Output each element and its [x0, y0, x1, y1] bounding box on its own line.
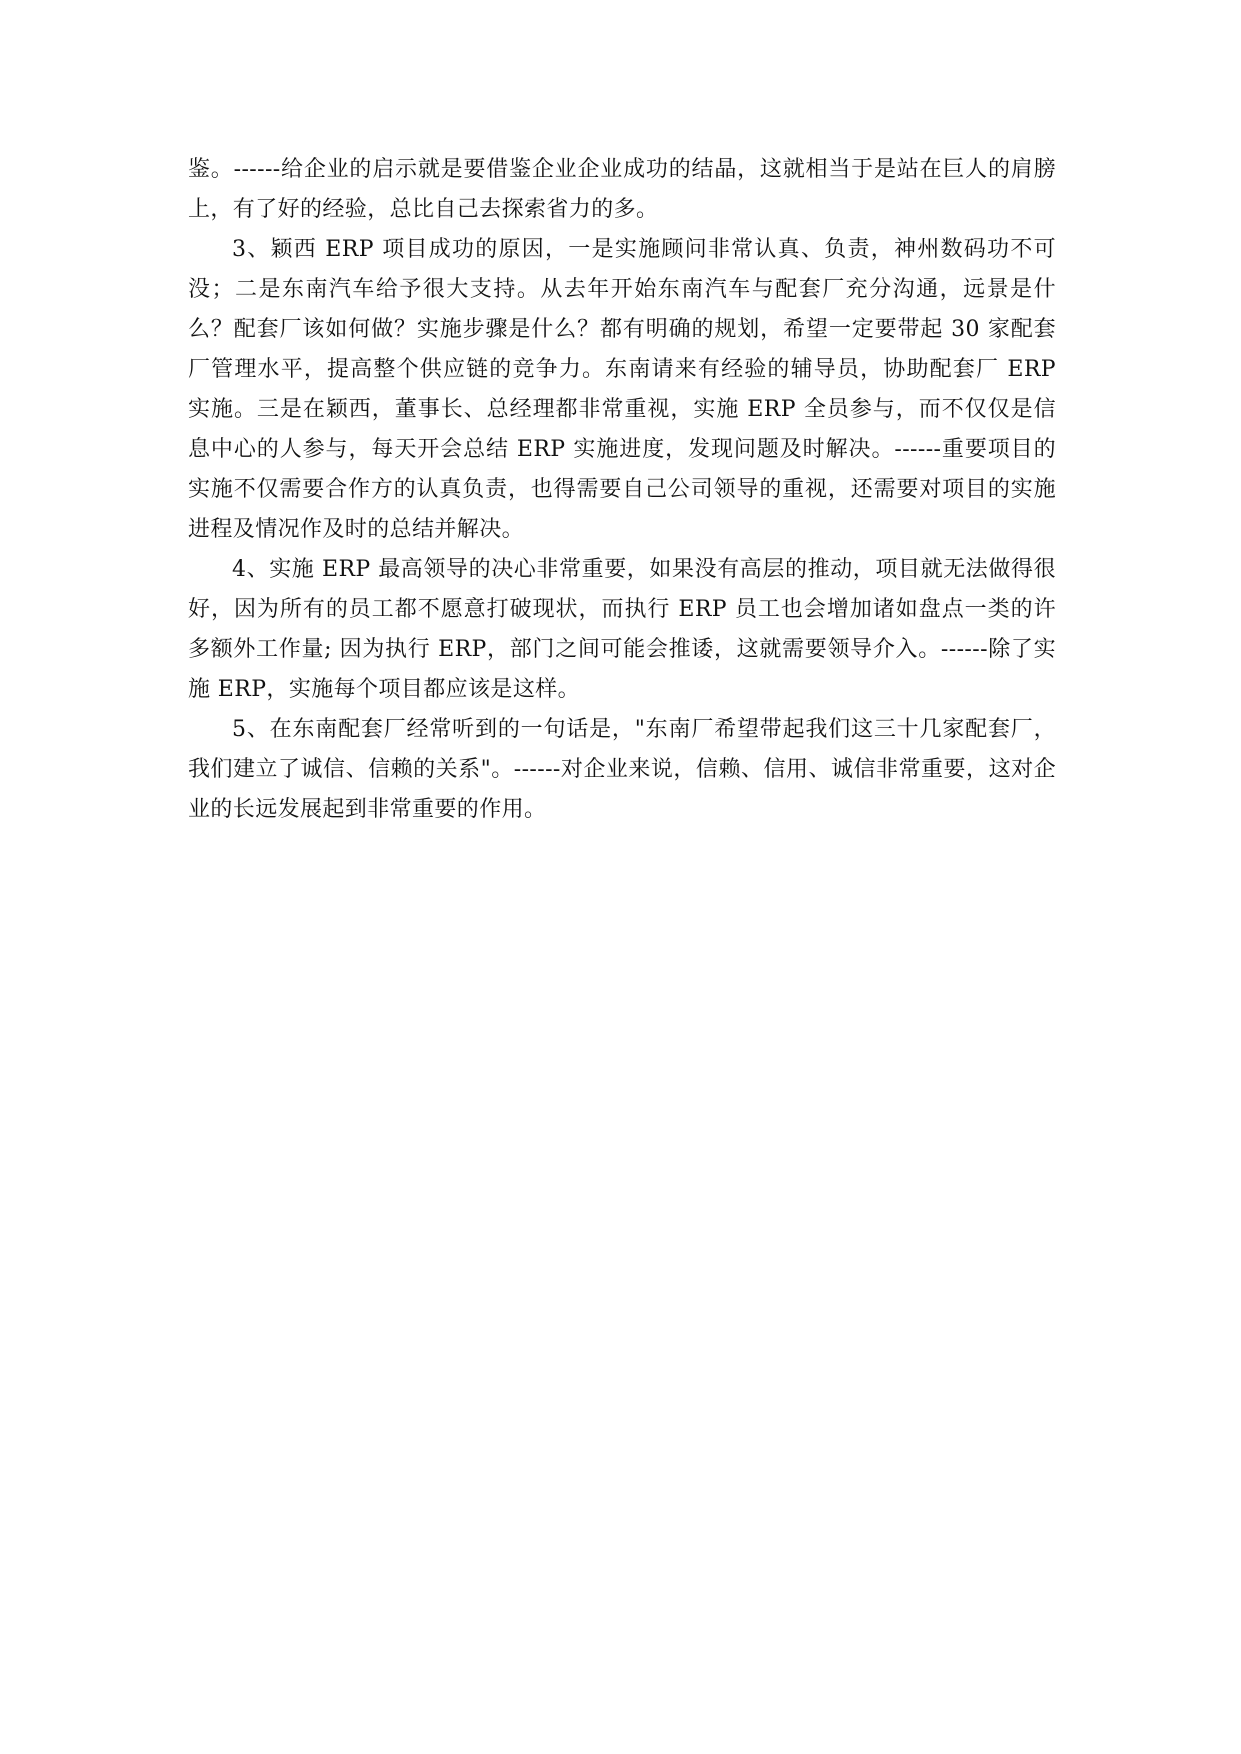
- paragraph-point-5: 5、在东南配套厂经常听到的一句话是，"东南厂希望带起我们这三十几家配套厂，我们建立了诚信、信赖的关系"。------对企业来说，信赖、信用、诚信非常重要，这对企业的长远发展起到非常重要的作用。: [188, 717, 1056, 822]
- paragraph-continuation: 鉴。------给企业的启示就是要借鉴企业企业成功的结晶，这就相当于是站在巨人的肩膀上，有了好的经验，总比自己去探索省力的多。: [188, 157, 1056, 222]
- paragraph-point-4: 4、实施 ERP 最高领导的决心非常重要，如果没有高层的推动，项目就无法做得很好，因为所有的员工都不愿意打破现状，而执行 ERP 员工也会增加诸如盘点一类的许多额外工作量; 因为执行 ERP，部门之间可能会推诿，这就需要领导介入。------除了实施 ERP，实施每个项目都应该是这样。: [188, 557, 1056, 702]
- document-body: [188, 150, 1056, 830]
- paragraph-point-3: 3、颖西 ERP 项目成功的原因，一是实施顾问非常认真、负责，神州数码功不可没；二是东南汽车给予很大支持。从去年开始东南汽车与配套厂充分沟通，远景是什么？配套厂该如何做？实施步骤是什么？都有明确的规划，希望一定要带起 30 家配套厂管理水平，提高整个供应链的竞争力。东南请来有经验的辅导员，协助配套厂 ERP 实施。三是在颖西，董事长、总经理都非常重视，实施 ERP 全员参与，而不仅仅是信息中心的人参与，每天开会总结 ERP 实施进度，发现问题及时解决。------重要项目的实施不仅需要合作方的认真负责，也得需要自己公司领导的重视，还需要对项目的实施进程及情况作及时的总结并解决。: [188, 237, 1056, 542]
